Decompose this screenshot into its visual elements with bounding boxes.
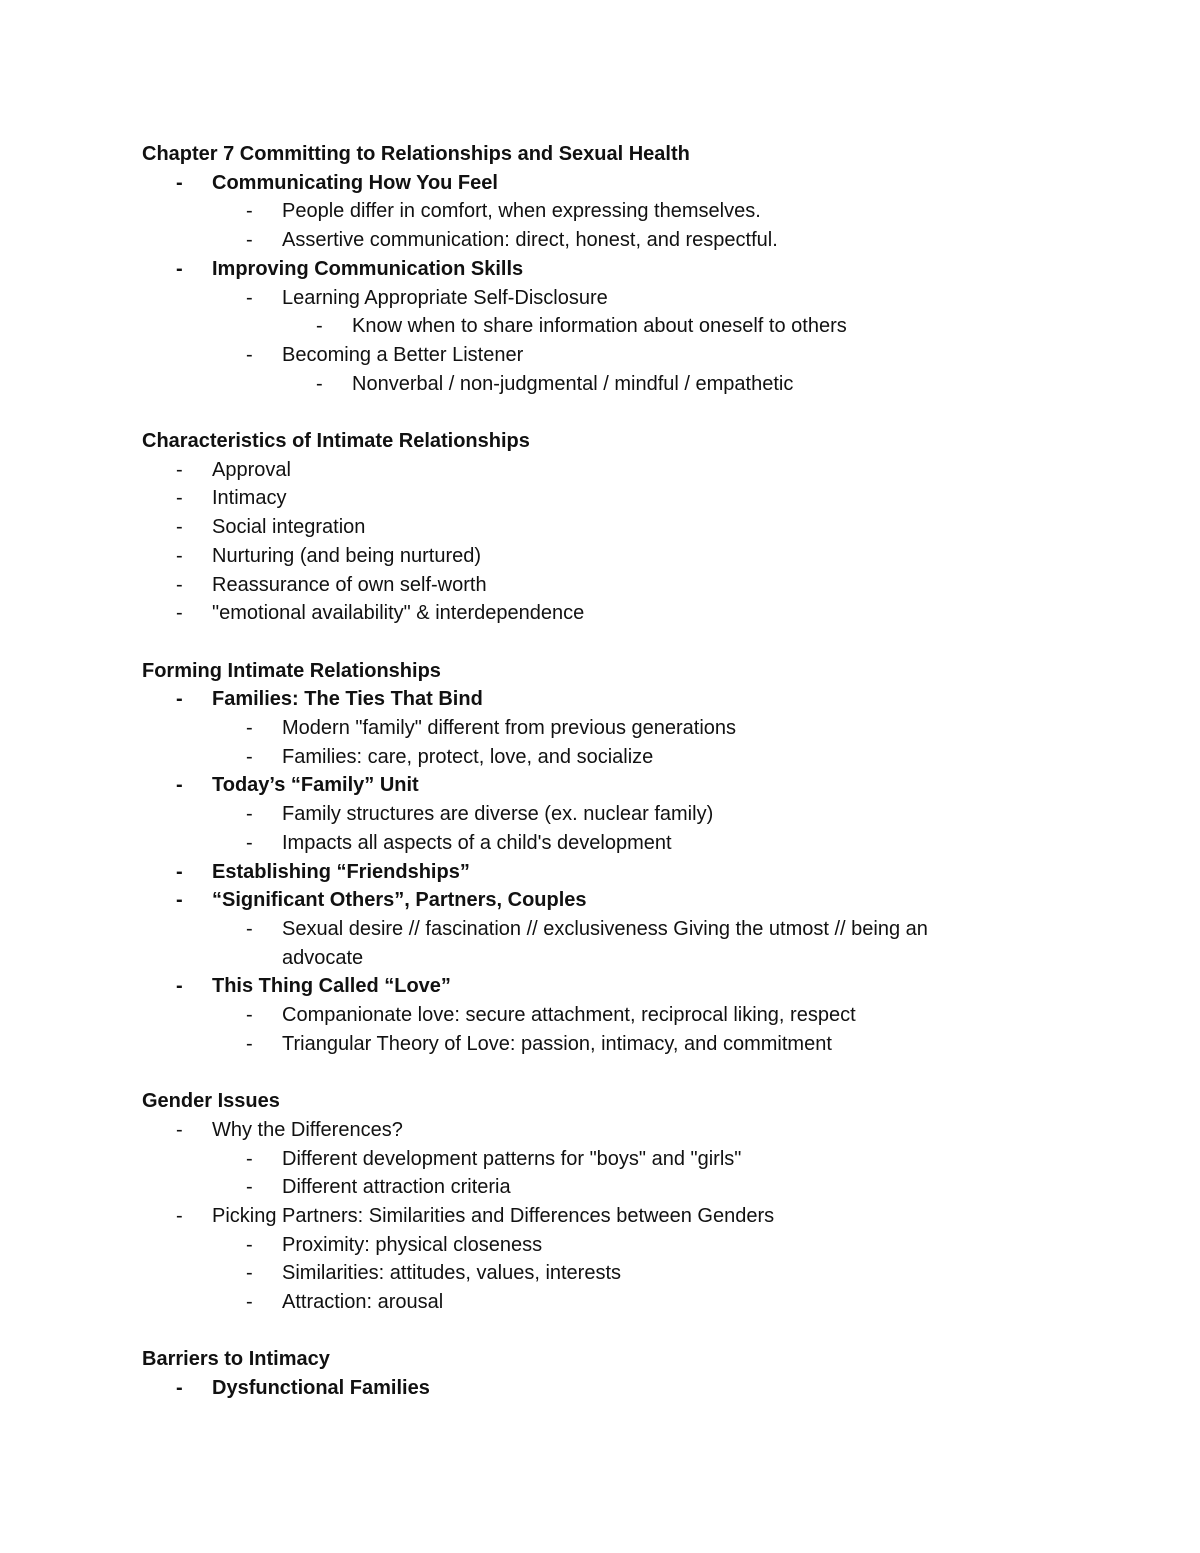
list-item-text: Becoming a Better Listener: [282, 343, 524, 366]
list-item-text: Intimacy: [212, 487, 287, 510]
list-item: [142, 1145, 1200, 1174]
section-heading: Gender Issues: [142, 1090, 280, 1113]
list-item: [142, 915, 1200, 972]
list-item: [142, 542, 1200, 571]
list-item-text: Similarities: attitudes, values, interests: [282, 1262, 622, 1285]
bullet-dash: -: [176, 458, 183, 481]
bullet-dash: -: [176, 1118, 183, 1141]
list-item-text: Attraction: arousal: [282, 1291, 444, 1314]
list-item: [142, 484, 1200, 513]
list-item-text: Why the Differences?: [212, 1118, 403, 1141]
list-item: [142, 743, 1200, 772]
list-item-text: Families: The Ties That Bind: [212, 688, 483, 711]
list-item-text: Modern "family" different from previous generations: [282, 716, 737, 739]
list-item-text: Reassurance of own self-worth: [212, 573, 487, 596]
list-item-text: Social integration: [212, 516, 366, 539]
list-item: [142, 1374, 1200, 1403]
list-item-text: Improving Communication Skills: [212, 257, 524, 280]
list-item: [142, 1173, 1200, 1202]
list-item-text: Establishing “Friendships”: [212, 860, 470, 883]
bullet-dash: -: [316, 372, 323, 395]
list-item: [142, 1259, 1200, 1288]
list-item-text: Companionate love: secure attachment, reciprocal liking, respect: [282, 1004, 856, 1027]
list-item-text: Triangular Theory of Love: passion, intimacy, and commitment: [282, 1032, 832, 1055]
bullet-dash: -: [176, 889, 183, 912]
list-item: [142, 858, 1200, 887]
list-item-text: Nurturing (and being nurtured): [212, 544, 482, 567]
list-item-text: "emotional availability" & interdependence: [212, 602, 585, 625]
bullet-dash: -: [246, 1004, 253, 1027]
section: [142, 1345, 1200, 1402]
list-item: [142, 169, 1200, 198]
list-item-text: Approval: [212, 458, 291, 481]
list-item: [142, 714, 1200, 743]
bullet-dash: -: [176, 1377, 183, 1400]
bullet-dash: -: [246, 1176, 253, 1199]
bullet-dash: -: [176, 171, 183, 194]
bullet-dash: -: [176, 573, 183, 596]
bullet-dash: -: [176, 257, 183, 280]
list-item-text: Sexual desire // fascination // exclusiveness Giving the utmost // being an advocate: [282, 917, 928, 969]
section-heading: Barriers to Intimacy: [142, 1348, 330, 1371]
bullet-dash: -: [176, 516, 183, 539]
list-item: [142, 886, 1200, 915]
bullet-dash: -: [246, 1032, 253, 1055]
list-item: [142, 255, 1200, 284]
list-item: [142, 1030, 1200, 1059]
list-item-text: Different attraction criteria: [282, 1176, 511, 1199]
bullet-dash: -: [176, 1204, 183, 1227]
list-item: [142, 197, 1200, 226]
bullet-dash: -: [246, 343, 253, 366]
list-item: [142, 370, 1200, 399]
list-item: [142, 1202, 1200, 1231]
list-item-text: Nonverbal / non-judgmental / mindful / empathetic: [352, 372, 794, 395]
bullet-dash: -: [246, 831, 253, 854]
list-item: [142, 341, 1200, 370]
bullet-dash: -: [246, 1147, 253, 1170]
list-item: [142, 571, 1200, 600]
list-item-text: Families: care, protect, love, and socialize: [282, 745, 654, 768]
list-item: [142, 456, 1200, 485]
section-heading: Forming Intimate Relationships: [142, 659, 441, 682]
bullet-dash: -: [176, 975, 183, 998]
section: [142, 1087, 1200, 1317]
list-item: [142, 829, 1200, 858]
list-item: [142, 972, 1200, 1001]
list-item: [142, 284, 1200, 313]
bullet-dash: -: [246, 745, 253, 768]
list-item: [142, 513, 1200, 542]
section-heading: Characteristics of Intimate Relationships: [142, 430, 530, 452]
list-item: [142, 685, 1200, 714]
list-item-text: Impacts all aspects of a child's development: [282, 831, 672, 854]
list-item: [142, 1116, 1200, 1145]
list-item-text: Different development patterns for "boys" and "girls": [282, 1147, 742, 1170]
bullet-dash: -: [246, 200, 253, 223]
bullet-dash: -: [246, 229, 253, 252]
bullet-dash: -: [246, 286, 253, 309]
list-item-text: People differ in comfort, when expressing themselves.: [282, 200, 761, 223]
section-heading: Chapter 7 Committing to Relationships and Sexual Health: [142, 143, 690, 165]
list-item-text: Communicating How You Feel: [212, 171, 498, 194]
bullet-dash: -: [176, 774, 183, 797]
list-item-text: Dysfunctional Families: [212, 1377, 430, 1400]
list-item-text: This Thing Called “Love”: [212, 975, 451, 998]
list-item: [142, 800, 1200, 829]
list-item: [142, 312, 1200, 341]
list-item-text: Know when to share information about oneself to others: [352, 315, 847, 338]
bullet-dash: -: [316, 315, 323, 338]
bullet-dash: -: [246, 917, 253, 940]
section: [142, 657, 1200, 1059]
list-item: [142, 226, 1200, 255]
bullet-dash: -: [246, 803, 253, 826]
list-item-text: “Significant Others”, Partners, Couples: [212, 889, 587, 912]
bullet-dash: -: [176, 487, 183, 510]
bullet-dash: -: [176, 544, 183, 567]
bullet-dash: -: [246, 1262, 253, 1285]
bullet-dash: -: [176, 688, 183, 711]
list-item: [142, 1231, 1200, 1260]
list-item-text: Assertive communication: direct, honest, and respectful.: [282, 229, 778, 252]
list-item: [142, 1288, 1200, 1317]
bullet-dash: -: [176, 602, 183, 625]
list-item-text: Family structures are diverse (ex. nuclear family): [282, 803, 714, 826]
bullet-dash: -: [176, 860, 183, 883]
bullet-dash: -: [246, 1291, 253, 1314]
list-item: [142, 1001, 1200, 1030]
list-item-text: Learning Appropriate Self-Disclosure: [282, 286, 608, 309]
list-item-text: Proximity: physical closeness: [282, 1233, 543, 1256]
section: [142, 140, 1200, 398]
list-item: [142, 771, 1200, 800]
list-item: [142, 599, 1200, 628]
bullet-dash: -: [246, 1233, 253, 1256]
bullet-dash: -: [246, 716, 253, 739]
list-item-text: Today’s “Family” Unit: [212, 774, 419, 797]
list-item-text: Picking Partners: Similarities and Differences between Genders: [212, 1204, 775, 1227]
section: [142, 427, 1200, 628]
